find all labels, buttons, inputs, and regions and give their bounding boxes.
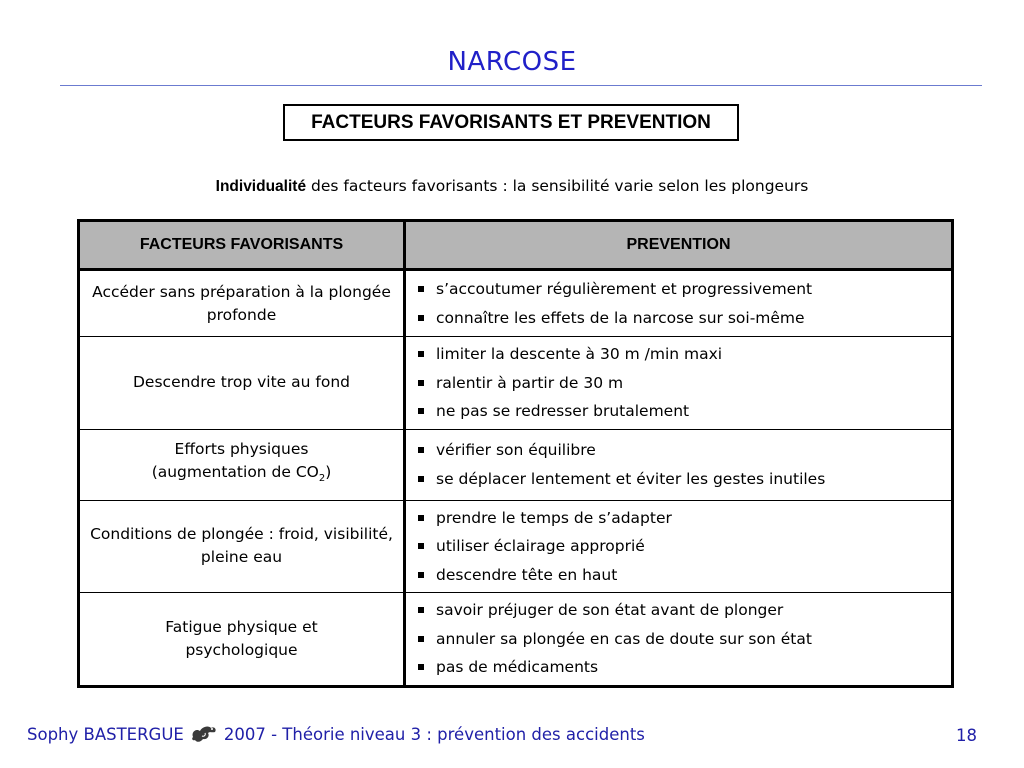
table-row	[79, 593, 953, 687]
list-item: annuler sa plongée en cas de doute sur son état	[418, 625, 951, 654]
list-item: limiter la descente à 30 m /min maxi	[418, 340, 951, 369]
square-bullet-icon	[418, 380, 424, 386]
footer-author: Sophy BASTERGUE	[27, 724, 184, 744]
factor-cell	[79, 593, 405, 687]
square-bullet-icon	[418, 408, 424, 414]
list-item: se déplacer lentement et éviter les gestes inutiles	[418, 465, 951, 494]
square-bullet-icon	[418, 664, 424, 670]
intro-text	[0, 177, 1024, 196]
prevention-cell	[405, 593, 953, 687]
prevention-list	[406, 501, 951, 593]
slide-title: NARCOSE	[447, 47, 577, 77]
square-bullet-icon	[418, 476, 424, 482]
factor-text: Descendre trop vite au fond	[133, 373, 350, 392]
factors-table	[77, 219, 954, 688]
list-item: savoir préjuger de son état avant de plonger	[418, 596, 951, 625]
prevention-list	[406, 272, 951, 335]
prevention-cell	[405, 429, 953, 500]
list-item: vérifier son équilibre	[418, 436, 951, 465]
table-header-row	[79, 221, 953, 270]
list-item: connaître les effets de la narcose sur soi-même	[418, 304, 951, 333]
factor-cell	[79, 429, 405, 500]
prevention-cell	[405, 500, 953, 593]
factor-text: Accéder sans préparation à la plongée profonde	[92, 282, 391, 324]
factor-cell	[79, 270, 405, 337]
factor-text: Fatigue physique et psychologique	[165, 617, 318, 659]
square-bullet-icon	[418, 315, 424, 321]
list-item: pas de médicaments	[418, 653, 951, 682]
prevention-cell	[405, 337, 953, 430]
list-item: descendre tête en haut	[418, 561, 951, 590]
factor-text: Conditions de plongée : froid, visibilité, pleine eau	[90, 525, 393, 567]
list-item: utiliser éclairage approprié	[418, 532, 951, 561]
list-item: s’accoutumer régulièrement et progressivement	[418, 275, 951, 304]
table-row	[79, 429, 953, 500]
prevention-cell	[405, 270, 953, 337]
factor-cell	[79, 337, 405, 430]
title-divider	[60, 85, 982, 86]
factor-cell	[79, 500, 405, 593]
footer-text: 2007 - Théorie niveau 3 : prévention des accidents	[223, 724, 645, 744]
prevention-list	[406, 593, 951, 685]
square-bullet-icon	[418, 286, 424, 292]
list-item: ne pas se redresser brutalement	[418, 397, 951, 426]
page-number: 18	[956, 726, 977, 745]
square-bullet-icon	[418, 515, 424, 521]
factor-text: Efforts physiques (augmentation de $CO_2$)	[151, 440, 332, 485]
table-row	[79, 500, 953, 593]
prevention-list	[406, 433, 951, 496]
square-bullet-icon	[418, 607, 424, 613]
intro-rest: des facteurs favorisants : la sensibilité varie selon les plongeurs	[306, 177, 809, 195]
list-item: ralentir à partir de 30 m	[418, 369, 951, 398]
square-bullet-icon	[418, 636, 424, 642]
table-row	[79, 270, 953, 337]
slide-footer	[27, 723, 645, 745]
square-bullet-icon	[418, 543, 424, 549]
list-item: prendre le temps de s’adapter	[418, 504, 951, 533]
intro-bold-word: Individualité	[215, 178, 307, 195]
header-prevention: PREVENTION	[405, 221, 953, 270]
section-heading: FACTEURS FAVORISANTS ET PREVENTION	[283, 104, 739, 141]
seahorse-icon	[189, 723, 219, 745]
square-bullet-icon	[418, 351, 424, 357]
header-factors: FACTEURS FAVORISANTS	[79, 221, 405, 270]
square-bullet-icon	[418, 572, 424, 578]
table-row	[79, 337, 953, 430]
prevention-list	[406, 337, 951, 429]
square-bullet-icon	[418, 447, 424, 453]
